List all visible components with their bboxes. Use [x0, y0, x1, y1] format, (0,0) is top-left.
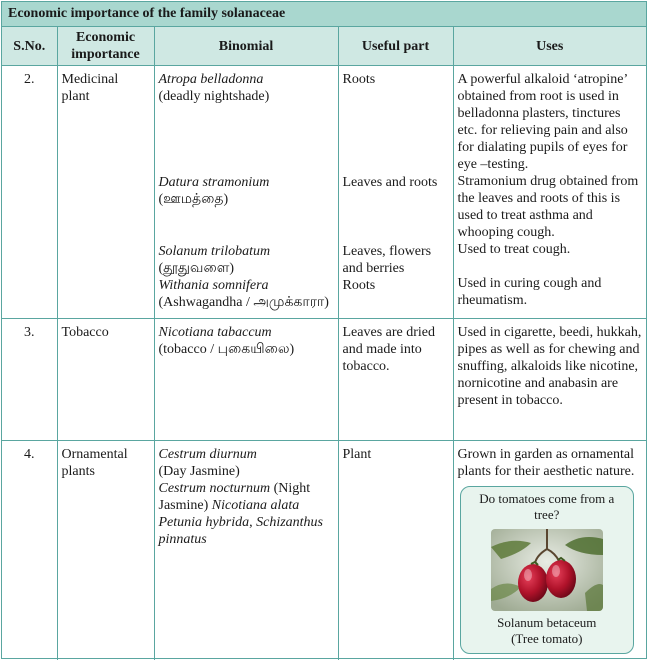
binomial-cell [154, 66, 338, 319]
importance-cell: Ornamental plants [57, 441, 154, 661]
uses-cell: Used in cigarette, beedi, hukkah, pipes as well as for chewing and snuffing, alkaloids like nicotine, nornicotine and anabasin are present in tobacco. [453, 319, 646, 441]
common-name: (தூதுவளை) [158, 261, 234, 276]
header-economic-importance: Economic importance [57, 27, 154, 66]
tree-tomato-illustration [491, 529, 603, 611]
table-title: Economic importance of the family solanaceae [2, 2, 646, 27]
common-name: (Night Jasmine) [158, 481, 311, 513]
header-uses: Uses [453, 27, 646, 66]
header-binomial: Binomial [154, 27, 338, 66]
useful-part: Roots [342, 72, 376, 87]
binomial-cell [154, 319, 338, 441]
use-text: Used to treat cough. [457, 242, 571, 257]
tree-tomato-callout [460, 486, 635, 654]
common-name: (deadly nightshade) [158, 89, 270, 104]
useful-part-cell: Plant [338, 441, 453, 661]
use-text: Stramonium drug obtained from the leaves and roots of this is used to treat asthma and whooping cough. [457, 174, 639, 240]
uses-cell [453, 66, 646, 319]
binomial-name: Nicotiana alata [211, 498, 300, 513]
uses-cell [453, 441, 646, 661]
callout-caption-common: (Tree tomato) [511, 631, 583, 646]
binomial-name: Solanum trilobatum [158, 244, 271, 259]
binomial-name: Nicotiana tabaccum [158, 325, 272, 340]
binomial-name: Withania somnifera [158, 278, 269, 293]
use-text: A powerful alkaloid ‘atropine’ obtained from root is used in belladonna plasters, tinctures etc. for relieving pain and also for dialating pupils of eyes for eye –testing. [457, 72, 628, 172]
binomial-name: Petunia hybrida [158, 515, 250, 530]
binomial-name: Cestrum nocturnum [158, 481, 271, 496]
useful-part-cell: Leaves are dried and made into tobacco. [338, 319, 453, 441]
importance-cell: Tobacco [57, 319, 154, 441]
common-name: (Ashwagandha / அமுக்காரா) [158, 295, 329, 310]
binomial-name: Datura stramonium [158, 175, 270, 190]
solanaceae-table-panel [1, 1, 647, 659]
common-name: (Day Jasmine) [158, 464, 240, 479]
sno-cell: 4. [2, 441, 57, 661]
tree-tomato-photo [491, 529, 603, 611]
common-name: (tobacco / புகையிலை) [158, 342, 295, 357]
sno-cell: 3. [2, 319, 57, 441]
importance-cell: Medicinal plant [57, 66, 154, 319]
table-row [2, 66, 646, 319]
useful-part: Roots [342, 278, 376, 293]
economic-importance-table [2, 27, 646, 660]
binomial-name: Cestrum diurnum [158, 447, 257, 462]
header-sno: S.No. [2, 27, 57, 66]
callout-caption-name: Solanum betaceum [497, 615, 597, 630]
common-name: (ஊமத்தை) [158, 192, 229, 207]
header-row [2, 27, 646, 66]
useful-part: Leaves and roots [342, 175, 438, 190]
binomial-name: Atropa belladonna [158, 72, 264, 87]
binomial-cell: Cestrum diurnum (Day Jasmine) Cestrum nocturnum (Night Jasmine) Nicotiana alata Petunia hybrida, Schizanthus pinnatus [154, 441, 338, 661]
binomial-name: Schizanthus pinnatus [158, 515, 323, 547]
callout-question: Do tomatoes come from a tree? [479, 491, 615, 522]
use-text: Grown in garden as ornamental plants for their aesthetic nature. [457, 447, 635, 479]
sno-cell: 2. [2, 66, 57, 319]
useful-part-cell [338, 66, 453, 319]
table-row [2, 319, 646, 441]
header-useful-part: Useful part [338, 27, 453, 66]
useful-part: Leaves, flowers and berries [342, 244, 432, 276]
table-row [2, 441, 646, 661]
use-text: Used in curing cough and rheumatism. [457, 276, 602, 308]
